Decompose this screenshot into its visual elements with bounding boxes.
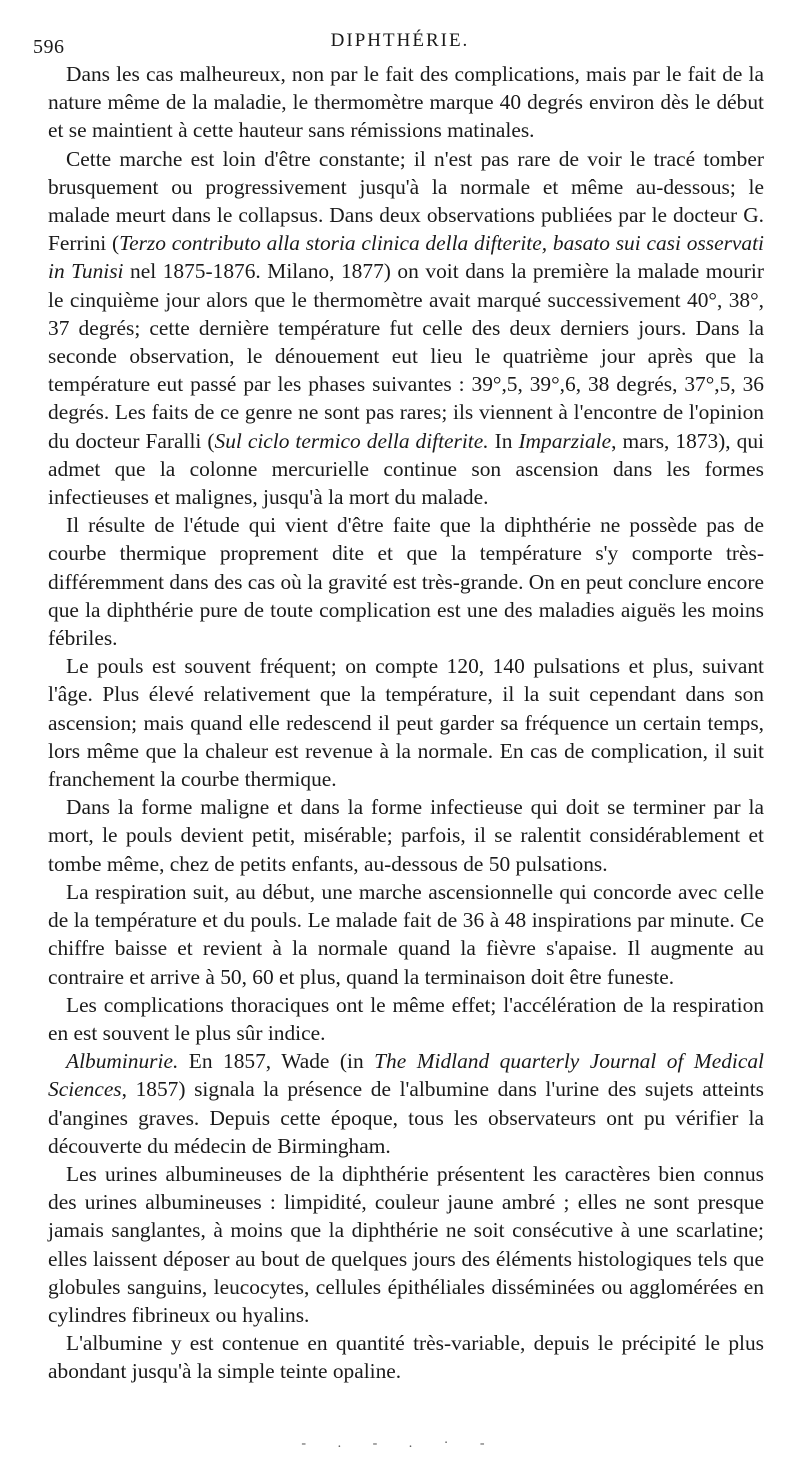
text-run: Cette marche est loin d'être constante; il n'est pas rare de voir le tracé tomber brusquement ou progressivement jusqu'à la normale et même au-dessous; le malade meurt dans le collapsus. Dans deux observations publiées par le docteur G. Ferrini ( <box>48 146 764 256</box>
italic-title: Imparziale <box>518 428 612 453</box>
text-run: Dans la forme maligne et dans la forme infectieuse qui doit se terminer par la mort, le pouls devient petit, misérable; parfois, il se ralentit considérablement et tombe même, chez de petits enfants, au-dessous de 50 pulsations. <box>48 795 764 876</box>
section-heading: Albuminurie. <box>66 1049 179 1074</box>
paragraph <box>48 652 764 793</box>
text-run: Dans les cas malheureux, non par le fait des complications, mais par le fait de la nature même de la maladie, le thermomètre marque 40 degrés environ dès le début et se maintient à cette hauteur sans rémissions matinales. <box>48 62 764 143</box>
text-run: , 1857) signala la présence de l'albumine dans l'urine des sujets atteints d'angines graves. Depuis cette époque, tous les observateurs ont pu vérifier la découverte du médecin de Birmingham. <box>48 1077 764 1158</box>
italic-title: The Midland quarterly Journal of Medical Sciences <box>48 1049 764 1102</box>
text-run: In <box>488 428 519 453</box>
page-number: 596 <box>33 36 65 58</box>
text-run: La respiration suit, au début, une marche ascensionnelle qui concorde avec celle de la température et du pouls. Le malade fait de 36 à 48 inspirations par minute. Ce chiffre baisse et revient à la normale quand la fièvre s'apaise. Il augmente au contraire et arrive à 50, 60 et plus, quand la terminaison doit être funeste. <box>48 879 764 989</box>
paragraph <box>48 793 764 878</box>
text-run: , mars, 1873), qui admet que la colonne mercurielle continue son ascension dans les formes infectieuses et malignes, jusqu'à la mort du malade. <box>48 428 764 510</box>
text-run: Les urines albumineuses de la diphthérie présentent les caractères bien connus des urines albumineuses : limpidité, couleur jaune ambré ; elles ne sont presque jamais sanglantes, à moins que la diphthérie ne soit consécutive à une scarlatine; elles laissent déposer au bout de quelques jours des éléments histologiques tels que globules sanguins, leucocytes, cellules épithéliales disséminées ou agglomérées en cylindres fibrineux ou hyalins. <box>48 1161 764 1327</box>
text-run: Le pouls est souvent fréquent; on compte 120, 140 pulsations et plus, suivant l'âge. Plus élevé relativement que la température, il la suit cependant dans son ascension; mais quand elle redescend il peut garder sa fréquence un certain temps, lors même que la chaleur est revenue à la normale. En cas de complication, il suit franchement la courbe thermique. <box>48 654 764 792</box>
paragraph <box>48 511 764 652</box>
text-run: Il résulte de l'étude qui vient d'être faite que la diphthérie ne possède pas de courbe thermique proprement dite et que la température s'y comporte très-différemment dans des cas où la gravité est très-grande. On en peut conclure encore que la diphthérie pure de toute complication est une des maladies aiguës les moins fébriles. <box>48 513 764 651</box>
paragraph <box>48 1047 764 1160</box>
text-run: L'albumine y est contenue en quantité très-variable, depuis le précipité le plus abondant jusqu'à la simple teinte opaline. <box>48 1331 764 1384</box>
footer-marks: - . - . · - <box>301 1436 499 1451</box>
paragraph <box>48 1160 764 1329</box>
body-text <box>48 60 764 1386</box>
running-title: DIPHTHÉRIE. <box>330 30 470 51</box>
italic-title: Sul ciclo termico della difterite. <box>214 428 489 453</box>
paragraph <box>48 60 764 145</box>
italic-title: Terzo contributo alla storia clinica della difterite, basato sui casi osservati in Tunisi <box>48 231 764 284</box>
text-run: Les complications thoraciques ont le même effet; l'accélération de la respiration en est souvent le plus sûr indice. <box>48 992 764 1045</box>
paragraph <box>48 1329 764 1385</box>
paragraph <box>48 991 764 1047</box>
paragraph <box>48 878 764 991</box>
text-run: En 1857, Wade (in <box>178 1049 375 1074</box>
text-run: nel 1875-1876. Milano, 1877) on voit dans la première la malade mourir le cinquième jour alors que le thermomètre avait marqué successivement 40°, 38°, 37 degrés; cette dernière température fut celle des deux derniers jours. Dans la seconde observation, le dénouement eut lieu le quatrième jour après que la température eut passé par les phases suivantes : 39°,5, 39°,6, 38 degrés, 37°,5, 36 degrés. Les faits de ce genre ne sont pas rares; ils viennent à l'encontre de l'opinion du docteur Faralli ( <box>48 259 764 453</box>
paragraph <box>48 145 764 512</box>
